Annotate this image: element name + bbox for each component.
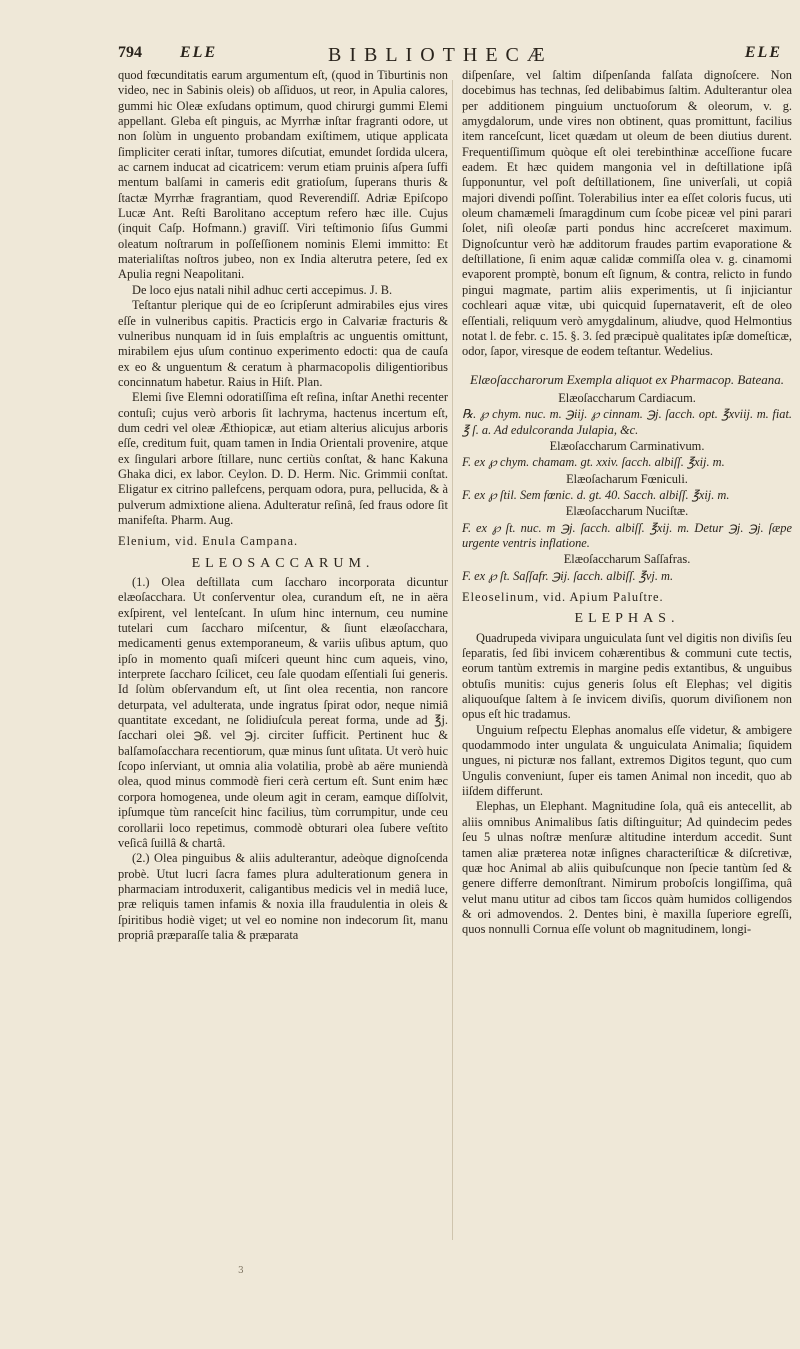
- paragraph: F. ex ℘ ſt. Saſſafr. ℈ij. ſacch. albiſſ. ℥vj. m.: [462, 568, 674, 583]
- header-title: BIBLIOTHECÆ: [328, 44, 553, 66]
- section-heading: Elæoſaccharum Nuciſtæ.: [565, 504, 689, 519]
- section-heading: Elæoſaccharorum Exempla aliquot ex Pharmacop. Bateana.: [470, 371, 784, 387]
- footer-signature-mark: 3: [238, 1266, 244, 1276]
- paragraph: Eleoselinum, vid. Apium Paluſtre.: [462, 590, 664, 604]
- section-heading: Elæoſaccharum Saſſafras.: [563, 552, 691, 567]
- page-number: 794: [118, 44, 142, 61]
- paragraph: (1.) Olea deſtillata cum ſaccharo incorporata dicuntur elæoſacchara. Ut conſerventur olea, curandum eſt, ne in aëra exſpirent, vel lenteſcant. In uſum hinc internum, ceu numine tutelari cum ſaccharo miſcentur, & ſiunt elæoſacchara, medicamenti genus extemporaneum, & variis uſibus aptum, quo ipſo in momento quaſi miſceri queunt hinc cum aqueis, vino, interprete ſaccharo ſcilicet, ceu ſale quodam eſſentiali ſui generis. Id ſolùm obſervandum eſt, ut ſint olea recentia, non rancore deturpata, vel adulterata, unde ingratus ſpirat odor, neque nimiâ quantitate excedant, ne ſolidiuſcula pereat forma, unde ad ℥j. ſacchari olei ℈ß. vel ℈j. circiter ſufficit. Pertinent huc & balſamoſacchara recentiorum, quæ minus ſunt uſitata. Ut verò huic ſcopo inſerviant, ut omnia alia volatilia, probè ab aëre muniendà olea, quod minus commodè fieri cerà certum eſt. Sunt enim hæc corpora homogenea, unde oleum agit in ceram, eamque diſſolvit, ipſumque tùm ranceſcit hinc facilius, tùm corrumpitur, unde ceu corollarii loco repetimus, commodè obturari olea ſubere veſtito veſicâ ſuillâ & chartâ.: [118, 575, 448, 850]
- header-right-word: ELE: [744, 44, 782, 61]
- paragraph: F. ex ℘ ſt. nuc. m ℈j. ſacch. albiſſ. ℥xij. m. Detur ℈j. ℈j. ſæpe urgente ventris inflatione.: [462, 520, 792, 550]
- paragraph: ℞. ℘ chym. nuc. m. ℈iij. ℘ cinnam. ℈j. ſacch. opt. ℥xviij. m. fiat. ℥ ſ. a. Ad edulcoranda Julapia, &c.: [462, 407, 792, 437]
- paragraph: quod fœcunditatis earum argumentum eſt, (quod in Tiburtinis non video, nec in Sabinis oleis) ob aſſiduos, ut reor, in Apulia calores, gummi hic Oleæ exſudans optimum, quod chirurgi gummi Elemi appellant. Gleba eſt pinguis, ac Myrrhæ inſtar fragranti odore, ut non ſolùm in unguento probandam exiſtimem, utique applicata ſimpliciter cerati inſtar, tumores diſcutiat, emundet ſordida ulcera, ac carnem inducat ad cicatricem: verum etiam pruinis aſpera ſuffi mentum balſami in cameris edit gratioſum, ſuperans thuris & ſtactæ Myrrhæ fragrantiam, quod Reverendiſſ. Adriæ Epiſcopo Lucæ Ant. Reſti Barolitano acceptum refero hæc ille. Cujus (inquit Caſp. Hofmann.) graviſſ. Viri teſtimonio ſiſus Gummi oleatum noſtrarum in poſſeſſionem nominis Elemi immitto: Et materialiſtas noſtros jubeo, non ex India alterutra petere, ſed ex Apulia regni Neapolitani.: [118, 68, 448, 282]
- paragraph: diſpenſare, vel ſaltim diſpenſanda falſata dignoſcere. Non docebimus has technas, ſed delibabimus ſaltim. Adulterantur olea per additionem pinguium unctuoſorum & oleorum, v. g. amygdalorum, unde vires non obtinent, quas promittunt, facilius item ranceſcunt, licet quædam ut oleum de been diutius durent. Frequentiſſimum quòque eſt olei terebinthinæ acceſſione fucare eadem. Et hæc quidem mangonia vel in deſtillatione ipſâ ſupponuntur, vel poſt deſtillationem, ſine univerſali, ut copiâ majori divendi poſſint. Tolerabilius inter ea eſſet coloris fucus, uti oleum chamæmeli ſmaragdinum cum ſcobe piceæ vel pini parari ſolet, niſi oleoſæ parti pondus hinc accreſceret maximum. Dignoſcuntur verò hæ additorum fraudes partim evaporatione & deſtillatione, ſi enim aquæ calidæ commiſſa olea v. g. cinamomi evaporent promptè, bonum eſt ſignum, & contra, relicto in fundo pingui magmate, partim aliis experimentis, ut ſi injiciantur cochleari aquæ vitæ, ubi quicquid ſupernataverit, eſt de oleo eſſentiali, reliquum verò amygdalinum, aliudve, quod Helmontius notat l. de febr. c. 15. §. 3. ſed præcipuè qualitates ipſæ domeſticæ, odor, ſapor, viresque de eodem teſtantur. Wedelius.: [462, 68, 792, 359]
- section-heading: ELEPHAS.: [574, 611, 680, 627]
- section-heading: Elæoſaccharum Carminativum.: [549, 438, 705, 453]
- paragraph: Quadrupeda vivipara unguiculata ſunt vel digitis non diviſis ſeu ſeparatis, ſed ſibi invicem cohærentibus & communi cute tectis, eorum tantùm extremis in margine pedis extantibus, & unguibus obtuſis munitis: cujus generis ſolus eſt Elephas; vel digitis aliquouſque ſaltem à ſe invicem diviſis, quorum diviſionem non opus eſt hic tradamus.: [462, 630, 792, 722]
- section-heading: ELEOSACCARUM.: [191, 555, 375, 571]
- column-divider: [452, 80, 453, 1240]
- paragraph: De loco ejus natali nihil adhuc certi accepimus. J. B.: [132, 282, 393, 297]
- right-column: [462, 68, 792, 938]
- left-column: [118, 68, 448, 943]
- paragraph: Elenium, vid. Enula Campana.: [118, 534, 299, 549]
- header-left-word: ELE: [180, 44, 218, 61]
- section-heading: Elæoſaccharum Cardiacum.: [558, 390, 696, 405]
- paragraph: Unguium reſpectu Elephas anomalus eſſe videtur, & ambigere quodammodo inter ungulata & unguiculata Animalia; ſiquidem ungues, ni picturæ nos fallant, extremos Digitos tegunt, quo cum Ungulis conveniunt, ſuper eis tamen Animal non incedit, quo ab iiſdem differunt.: [462, 722, 792, 799]
- running-header: [118, 44, 790, 68]
- paragraph: (2.) Olea pinguibus & aliis adulterantur, adeòque dignoſcenda probè. Utut lucri ſacra fames plura adulterationum genera in pharmaciam introduxerit, caligantibus medicis vel in mediâ luce, præ reliquis tamen infamis & noxia illa fraudulentia in oleis & ſpiritibus hodiè viget; ut vel eo nomine non indecorum ſit, manu propriâ præparaſſe talia & præparata: [118, 851, 448, 942]
- paragraph: Elephas, un Elephant. Magnitudine ſola, quâ eis antecellit, ab aliis omnibus Animalibus ſatis diſtinguitur; Ad quindecim pedes ſeu 5 ulnas noſtræ menſuræ altitudine interdum accedit. Sunt tamen aliæ præterea notæ inſignes characteriſticæ & diſcretivæ, quæ hoc Animal ab aliis quibuſcunque non ſpecie tantùm ſed & genere differre demonſtrant. Nimirum proboſcis longiſſima, quâ velut manu utitur ad cibos tam ſiccos quàm humidos colligendos & ori admovendos. 2. Dentes bini, è maxilla ſuperiore egreſſi, quos nonnulli Cornua eſſe volunt ob magnitudinem, longi-: [462, 799, 792, 937]
- paragraph: F. ex ℘ ſtil. Sem fœnic. d. gt. 40. Sacch. albiſſ. ℥xij. m.: [462, 487, 730, 502]
- paragraph: F. ex ℘ chym. chamam. gt. xxiv. ſacch. albiſſ. ℥xij. m.: [462, 455, 725, 470]
- paragraph: Elemi ſive Elemni odoratiſſima eſt reſina, inſtar Anethi recenter contuſi; cujus verò arboris ſit lachryma, hactenus incertum eſt, dum cedri vel oleæ Æthiopicæ, aut etiam alterius alicujus arboris eſſe, creditum fuit, quam tamen in India Orientali provenire, atque ex ſingulari arbore ſtillare, nunc certiùs conſtat, & hanc Kakuna Ghaka dici, ex labor. Ceylon. D. D. Herm. Nic. Grimmii conſtat. Eligatur ex citrino pallefcens, perquam odora, pura, pellucida, & à pulverum admixtione aliena. Adulteratur reſinâ, ſed fraus odore ſit manifeſta. Pharm. Aug.: [118, 390, 448, 527]
- paragraph: Teſtantur plerique qui de eo ſcripſerunt admirabiles ejus vires eſſe in vulneribus capitis. Practicis ergo in Calvariæ fracturis & vulneribus nunquam id in ſuis emplaſtris ac unguentis omittunt, mirabilem ejus uſum continuo experimento edocti: qua de cauſa ex eo & unguentum & ceratum à pharmacopolis diligentioribus concinnatum habetur. Raius in Hiſt. Plan.: [118, 298, 448, 389]
- section-heading: Elæoſacharum Fœniculi.: [566, 471, 688, 486]
